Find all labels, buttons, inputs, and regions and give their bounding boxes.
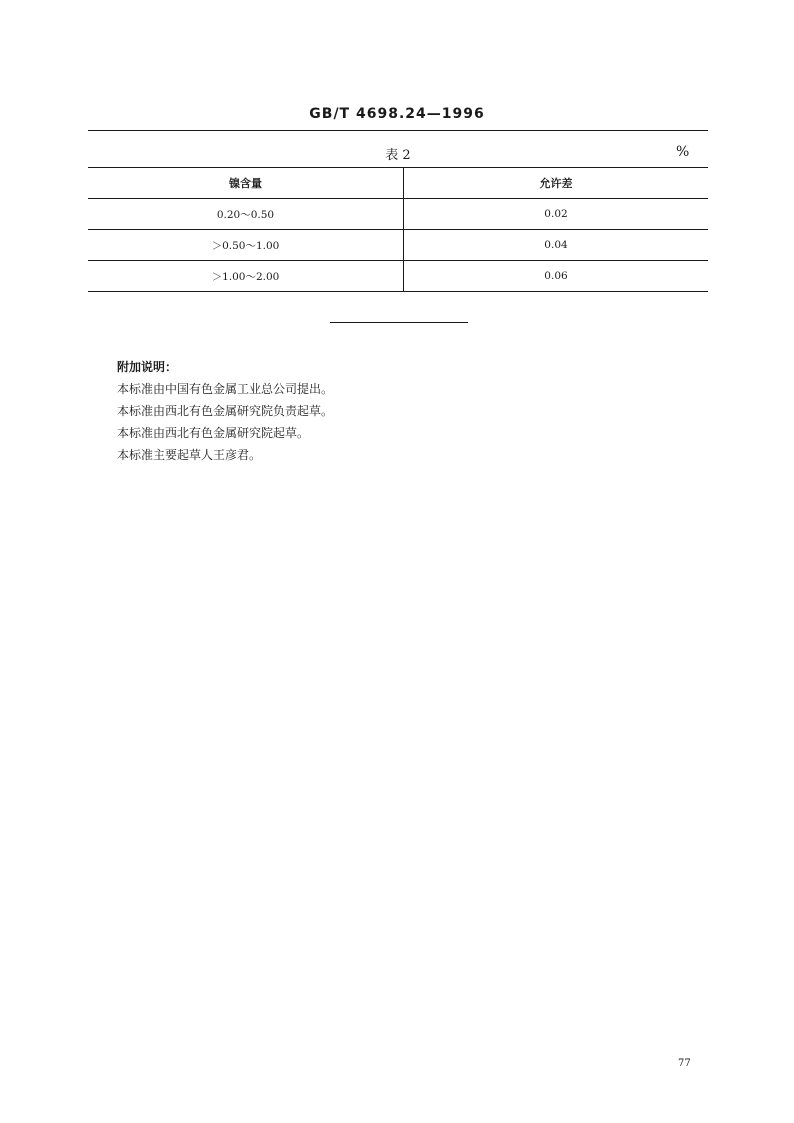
column-header-nickel-content: 镍含量	[88, 168, 404, 199]
table-unit: %	[676, 144, 690, 160]
header-rule	[88, 130, 708, 131]
column-header-tolerance: 允许差	[539, 177, 573, 190]
additional-notes	[117, 356, 333, 466]
table-header-row	[88, 168, 708, 199]
standard-code: GB/T 4698.24—1996	[309, 106, 485, 122]
note-line: 本标准由西北有色金属研究院起草。	[117, 426, 310, 440]
page-number: 77	[678, 1058, 691, 1069]
note-line: 本标准由西北有色金属研究院负责起草。	[117, 404, 334, 418]
notes-heading: 附加说明：	[117, 360, 178, 374]
note-line: 本标准由中国有色金属工业总公司提出。	[117, 382, 334, 396]
tolerance-cell: 0.06	[544, 270, 568, 282]
table-row	[88, 199, 708, 230]
nickel-content-cell: 0.20～0.50	[88, 199, 404, 230]
tolerance-table	[88, 167, 708, 292]
nickel-content-cell: ＞1.00～2.00	[88, 261, 404, 292]
nickel-content-cell: ＞0.50～1.00	[88, 230, 404, 261]
table-row	[88, 230, 708, 261]
table-row	[88, 261, 708, 292]
tolerance-cell: 0.02	[544, 208, 568, 220]
tolerance-cell: 0.04	[544, 239, 568, 251]
end-of-standard-rule	[330, 322, 468, 323]
table-caption: 表 2	[385, 148, 411, 163]
note-line: 本标准主要起草人王彦君。	[117, 448, 262, 462]
